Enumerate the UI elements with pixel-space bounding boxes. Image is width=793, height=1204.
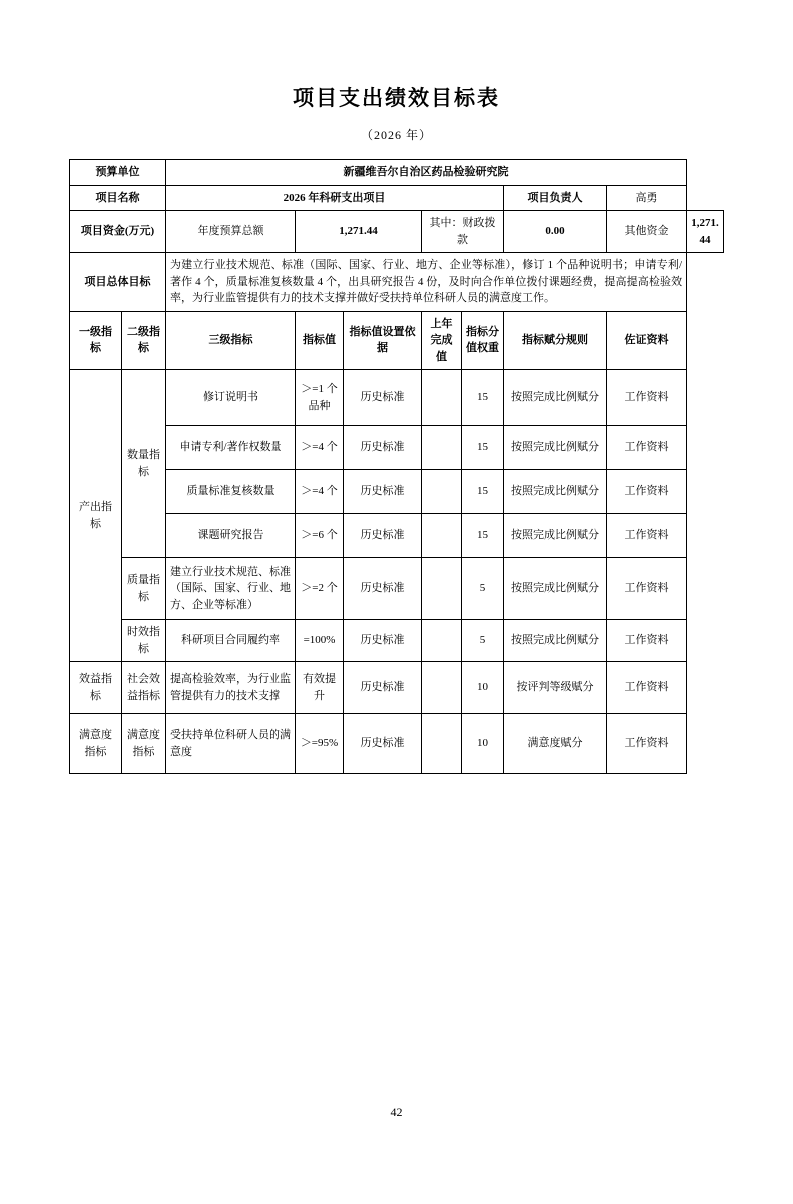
cell-scoring-rule: 按照完成比例赋分 bbox=[504, 470, 607, 514]
table-row bbox=[70, 426, 724, 470]
cell-weight: 15 bbox=[462, 426, 504, 470]
table-row bbox=[70, 470, 724, 514]
cell-level3: 受扶持单位科研人员的满意度 bbox=[166, 714, 296, 774]
cell-level1: 产出指标 bbox=[70, 370, 122, 662]
cell-scoring-rule: 按照完成比例赋分 bbox=[504, 620, 607, 662]
cell-level3: 科研项目合同履约率 bbox=[166, 620, 296, 662]
cell-level2: 质量指标 bbox=[122, 558, 166, 620]
cell-weight: 15 bbox=[462, 470, 504, 514]
cell-evidence: 工作资料 bbox=[607, 714, 687, 774]
table-row-budget-unit bbox=[70, 160, 724, 186]
overall-goal-value: 为建立行业技术规范、标准（国际、国家、行业、地方、企业等标准），修订 1 个品种说明书；申请专利/著作 4 个，质量标准复核数量 4 个，出具研究报告 4 份，及时向合作单位拨付课题经费，提高提高检验效率，为行业监管提供有力的技术支撑并做好受扶持单位科研人员的满意度工作。 bbox=[166, 253, 687, 312]
overall-goal-label: 项目总体目标 bbox=[70, 253, 166, 312]
cell-last-year bbox=[422, 714, 462, 774]
cell-weight: 15 bbox=[462, 370, 504, 426]
cell-value-basis: 历史标准 bbox=[344, 558, 422, 620]
project-fund-label: 项目资金(万元) bbox=[70, 211, 166, 253]
annual-budget-label: 年度预算总额 bbox=[166, 211, 296, 253]
cell-level3: 申请专利/著作权数量 bbox=[166, 426, 296, 470]
cell-scoring-rule: 按照完成比例赋分 bbox=[504, 558, 607, 620]
page-subtitle: （2026 年） bbox=[360, 128, 432, 142]
cell-last-year bbox=[422, 426, 462, 470]
cell-value-basis: 历史标准 bbox=[344, 426, 422, 470]
cell-value-basis: 历史标准 bbox=[344, 470, 422, 514]
table-header-row bbox=[70, 311, 724, 370]
cell-evidence: 工作资料 bbox=[607, 370, 687, 426]
cell-evidence: 工作资料 bbox=[607, 620, 687, 662]
cell-level3: 建立行业技术规范、标准（国际、国家、行业、地方、企业等标准） bbox=[166, 558, 296, 620]
cell-level2: 社会效益指标 bbox=[122, 662, 166, 714]
cell-level3: 课题研究报告 bbox=[166, 514, 296, 558]
cell-last-year bbox=[422, 370, 462, 426]
page-number: 42 bbox=[390, 1105, 403, 1119]
table-row-project-name bbox=[70, 185, 724, 211]
cell-target-value: ＞=1 个品种 bbox=[296, 370, 344, 426]
table-row-overall-goal bbox=[70, 253, 724, 312]
cell-level1: 效益指标 bbox=[70, 662, 122, 714]
column-header-target-value: 指标值 bbox=[296, 311, 344, 370]
cell-value-basis: 历史标准 bbox=[344, 714, 422, 774]
column-header-value-basis: 指标值设置依据 bbox=[344, 311, 422, 370]
cell-evidence: 工作资料 bbox=[607, 470, 687, 514]
column-header-weight: 指标分值权重 bbox=[462, 311, 504, 370]
cell-weight: 10 bbox=[462, 714, 504, 774]
cell-value-basis: 历史标准 bbox=[344, 620, 422, 662]
cell-target-value: ＞=4 个 bbox=[296, 470, 344, 514]
column-header-level1: 一级指标 bbox=[70, 311, 122, 370]
cell-weight: 15 bbox=[462, 514, 504, 558]
cell-value-basis: 历史标准 bbox=[344, 514, 422, 558]
budget-unit-label: 预算单位 bbox=[70, 160, 166, 186]
column-header-evidence: 佐证资料 bbox=[607, 311, 687, 370]
table-row bbox=[70, 514, 724, 558]
other-fund-label: 其他资金 bbox=[607, 211, 687, 253]
cell-evidence: 工作资料 bbox=[607, 514, 687, 558]
cell-weight: 10 bbox=[462, 662, 504, 714]
table-row bbox=[70, 370, 724, 426]
cell-target-value: 有效提升 bbox=[296, 662, 344, 714]
cell-value-basis: 历史标准 bbox=[344, 370, 422, 426]
cell-scoring-rule: 按评判等级赋分 bbox=[504, 662, 607, 714]
among-which-value: 0.00 bbox=[504, 211, 607, 253]
project-leader-label: 项目负责人 bbox=[504, 185, 607, 211]
cell-value-basis: 历史标准 bbox=[344, 662, 422, 714]
project-name-value: 2026 年科研支出项目 bbox=[166, 185, 504, 211]
cell-last-year bbox=[422, 620, 462, 662]
cell-scoring-rule: 按照完成比例赋分 bbox=[504, 514, 607, 558]
column-header-level2: 二级指标 bbox=[122, 311, 166, 370]
cell-target-value: ＞=2 个 bbox=[296, 558, 344, 620]
column-header-scoring-rule: 指标赋分规则 bbox=[504, 311, 607, 370]
cell-level1: 满意度指标 bbox=[70, 714, 122, 774]
cell-target-value: ＞=4 个 bbox=[296, 426, 344, 470]
cell-level2: 数量指标 bbox=[122, 370, 166, 558]
project-name-label: 项目名称 bbox=[70, 185, 166, 211]
cell-level2: 满意度指标 bbox=[122, 714, 166, 774]
cell-weight: 5 bbox=[462, 620, 504, 662]
annual-budget-value: 1,271.44 bbox=[296, 211, 422, 253]
document-page bbox=[0, 82, 793, 1204]
page-title: 项目支出绩效目标表 bbox=[293, 86, 500, 110]
cell-evidence: 工作资料 bbox=[607, 662, 687, 714]
table-row bbox=[70, 620, 724, 662]
cell-level3: 修订说明书 bbox=[166, 370, 296, 426]
cell-weight: 5 bbox=[462, 558, 504, 620]
cell-last-year bbox=[422, 558, 462, 620]
cell-level3: 质量标准复核数量 bbox=[166, 470, 296, 514]
cell-scoring-rule: 按照完成比例赋分 bbox=[504, 370, 607, 426]
table-row bbox=[70, 662, 724, 714]
cell-evidence: 工作资料 bbox=[607, 558, 687, 620]
cell-last-year bbox=[422, 514, 462, 558]
other-fund-value: 1,271.44 bbox=[687, 211, 724, 253]
cell-target-value: ＞=95% bbox=[296, 714, 344, 774]
column-header-last-year: 上年完成值 bbox=[422, 311, 462, 370]
cell-target-value: ＞=6 个 bbox=[296, 514, 344, 558]
cell-level3: 提高检验效率，为行业监管提供有力的技术支撑 bbox=[166, 662, 296, 714]
cell-last-year bbox=[422, 662, 462, 714]
cell-target-value: =100% bbox=[296, 620, 344, 662]
among-which-label: 其中：财政拨款 bbox=[422, 211, 504, 253]
project-leader-value: 高勇 bbox=[607, 185, 687, 211]
budget-unit-value: 新疆维吾尔自治区药品检验研究院 bbox=[166, 160, 687, 186]
table-row bbox=[70, 714, 724, 774]
cell-scoring-rule: 满意度赋分 bbox=[504, 714, 607, 774]
cell-evidence: 工作资料 bbox=[607, 426, 687, 470]
column-header-level3: 三级指标 bbox=[166, 311, 296, 370]
cell-level2: 时效指标 bbox=[122, 620, 166, 662]
table-row-project-fund bbox=[70, 211, 724, 253]
cell-last-year bbox=[422, 470, 462, 514]
performance-target-table bbox=[69, 159, 724, 774]
cell-scoring-rule: 按照完成比例赋分 bbox=[504, 426, 607, 470]
table-row bbox=[70, 558, 724, 620]
